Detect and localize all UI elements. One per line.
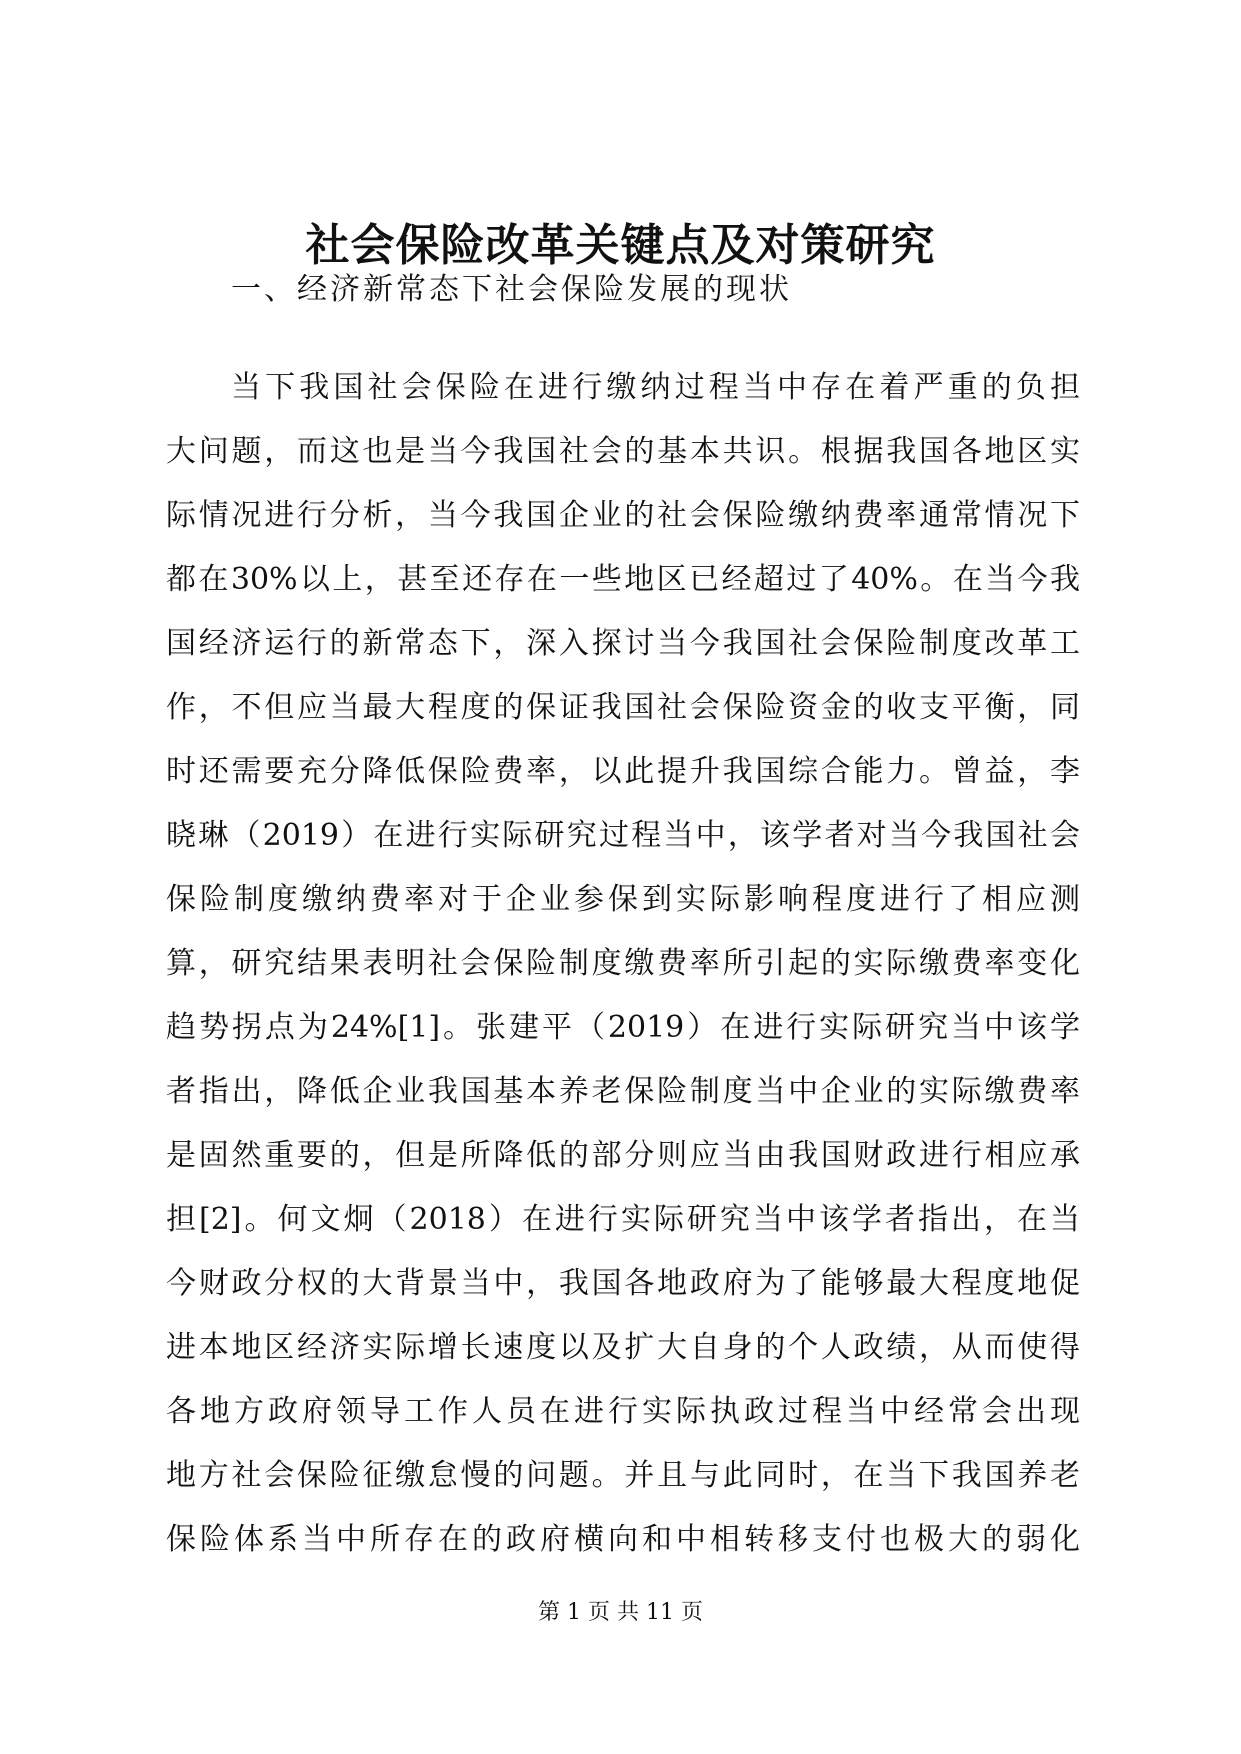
paragraph-line: 进本地区经济实际增长速度以及扩大自身的个人政绩，从而使得 xyxy=(166,1330,1080,1365)
paragraph-line: 保险制度缴纳费率对于企业参保到实际影响程度进行了相应测 xyxy=(166,882,1080,917)
paragraph-line: 时还需要充分降低保险费率，以此提升我国综合能力。曾益，李 xyxy=(166,754,1080,789)
paragraph-line: 是固然重要的，但是所降低的部分则应当由我国财政进行相应承 xyxy=(166,1138,1080,1173)
page-footer: 第 1 页 共 11 页 xyxy=(538,1600,703,1625)
paragraph-line: 当下我国社会保险在进行缴纳过程当中存在着严重的负担 xyxy=(231,370,1080,405)
paragraph-line: 保险体系当中所存在的政府横向和中相转移支付也极大的弱化 xyxy=(166,1522,1080,1557)
document-title: 社会保险改革关键点及对策研究 xyxy=(305,220,936,271)
paragraph-line: 算，研究结果表明社会保险制度缴费率所引起的实际缴费率变化 xyxy=(166,946,1080,981)
paragraph-line: 担[2]。何文炯（2018）在进行实际研究当中该学者指出，在当 xyxy=(166,1202,1080,1237)
paragraph-line: 大问题，而这也是当今我国社会的基本共识。根据我国各地区实 xyxy=(166,434,1080,469)
paragraph-line: 际情况进行分析，当今我国企业的社会保险缴纳费率通常情况下 xyxy=(166,498,1080,533)
paragraph-line: 者指出，降低企业我国基本养老保险制度当中企业的实际缴费率 xyxy=(166,1074,1080,1109)
paragraph-line: 各地方政府领导工作人员在进行实际执政过程当中经常会出现 xyxy=(166,1394,1080,1429)
paragraph-line: 今财政分权的大背景当中，我国各地政府为了能够最大程度地促 xyxy=(166,1266,1080,1301)
section-heading: 一、经济新常态下社会保险发展的现状 xyxy=(231,272,792,307)
paragraph-line: 地方社会保险征缴怠慢的问题。并且与此同时，在当下我国养老 xyxy=(166,1458,1080,1493)
paragraph-line: 趋势拐点为24%[1]。张建平（2019）在进行实际研究当中该学 xyxy=(166,1010,1080,1045)
paragraph-line: 作，不但应当最大程度的保证我国社会保险资金的收支平衡，同 xyxy=(166,690,1080,725)
paragraph-line: 国经济运行的新常态下，深入探讨当今我国社会保险制度改革工 xyxy=(166,626,1080,661)
paragraph-line: 晓琳（2019）在进行实际研究过程当中，该学者对当今我国社会 xyxy=(166,818,1080,853)
body-paragraph xyxy=(166,356,1080,1572)
paragraph-line: 都在30%以上，甚至还存在一些地区已经超过了40%。在当今我 xyxy=(166,562,1080,597)
